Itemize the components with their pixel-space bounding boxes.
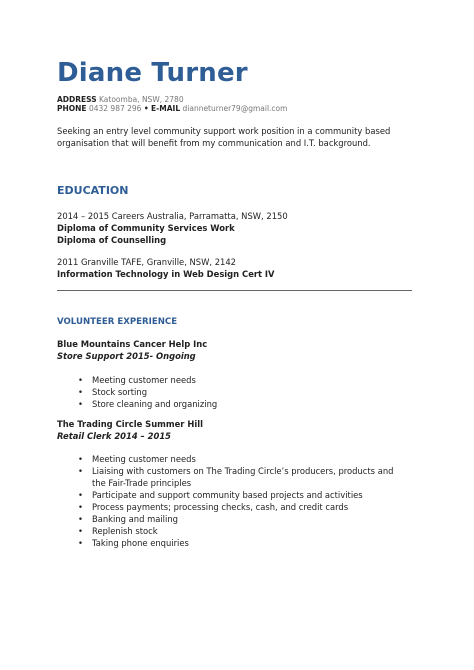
- education-entry-1-qualification-2: Diploma of Counselling: [57, 235, 167, 245]
- job-2-organisation: The Trading Circle Summer Hill: [57, 419, 203, 429]
- job-2-duty: • Process payments; processing checks, cash, and credit cards: [78, 501, 398, 513]
- job-1-duty: • Meeting customer needs: [78, 374, 217, 386]
- phone-label: PHONE: [57, 104, 87, 113]
- job-1-duty: • Stock sorting: [78, 386, 217, 398]
- section-divider: [57, 290, 412, 291]
- education-entry-2-line: 2011 Granville TAFE, Granville, NSW, 2142: [57, 257, 237, 267]
- job-1-duty: • Store cleaning and organizing: [78, 398, 217, 410]
- job-1-duties: [78, 374, 217, 410]
- separator-bullet: •: [143, 104, 149, 113]
- education-heading: EDUCATION: [57, 184, 129, 197]
- email-label: E-MAIL: [151, 104, 181, 113]
- address-value: Katoomba, NSW, 2780: [99, 95, 184, 104]
- education-entry-1-line: 2014 – 2015 Careers Australia, Parramatta, NSW, 2150: [57, 211, 288, 221]
- job-1-organisation: Blue Mountains Cancer Help Inc: [57, 339, 208, 349]
- job-2-duty: • Meeting customer needs: [78, 453, 398, 465]
- volunteer-heading: VOLUNTEER EXPERIENCE: [57, 317, 178, 327]
- summary-paragraph: Seeking an entry level community support work position in a community based organisation that will benefit from my communication and I.T. background.: [57, 126, 391, 148]
- job-2-duty: • Replenish stock: [78, 525, 398, 537]
- job-2-duty: • Liaising with customers on The Trading Circle’s producers, products and the Fair-Trade principles: [78, 465, 398, 489]
- phone-value: 0432 987 296: [88, 104, 142, 113]
- email-value[interactable]: dianneturner79@gmail.com: [182, 104, 288, 113]
- education-entry-2-qualification-1: Information Technology in Web Design Cert IV: [57, 269, 275, 279]
- job-1-role: Store Support 2015- Ongoing: [57, 351, 196, 361]
- job-2-duty: • Participate and support community based projects and activities: [78, 489, 398, 501]
- address-label: ADDRESS: [57, 95, 97, 104]
- address-line: [57, 95, 184, 104]
- job-2-role: Retail Clerk 2014 – 2015: [57, 431, 171, 441]
- education-entry-1-qualification-1: Diploma of Community Services Work: [57, 223, 235, 233]
- job-2-duties: [78, 453, 398, 549]
- job-2-duty: • Taking phone enquiries: [78, 537, 398, 549]
- candidate-name: Diane Turner: [57, 58, 248, 88]
- job-2-duty: • Banking and mailing: [78, 513, 398, 525]
- phone-email-line: [57, 104, 287, 113]
